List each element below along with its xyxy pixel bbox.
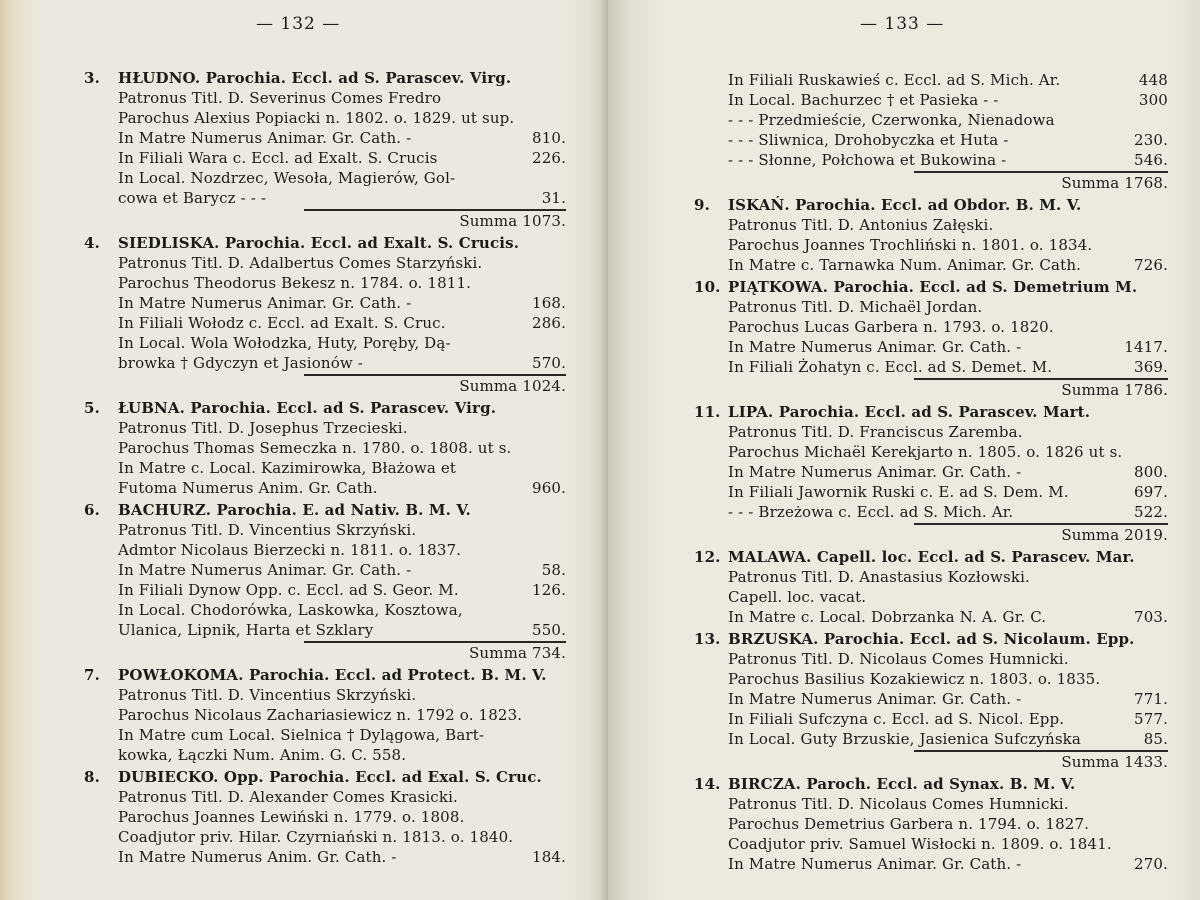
line-text: In Filiali Wara c. Eccl. ad Exalt. S. Crucis xyxy=(118,149,438,167)
text-line xyxy=(84,148,566,168)
line-value: 126. xyxy=(532,581,566,599)
text-line xyxy=(694,442,1168,462)
line-value: 286. xyxy=(532,314,566,332)
text-line xyxy=(84,767,566,787)
list-item xyxy=(694,277,1168,400)
line-text: In Matre Numerus Anim. Gr. Cath. - xyxy=(118,848,397,866)
line-text: Parochus Nicolaus Zachariasiewicz n. 1792 o. 1823. xyxy=(118,706,523,724)
line-text: Parochus Joannes Trochliński n. 1801. o. 1834. xyxy=(728,236,1093,254)
list-item xyxy=(694,195,1168,275)
text-line xyxy=(84,168,566,188)
line-text: Patronus Titl. D. Franciscus Zaremba. xyxy=(728,423,1023,441)
summa-line xyxy=(694,525,1168,545)
line-text: In Local. Nozdrzec, Wesoła, Magierów, Gol- xyxy=(118,169,456,187)
line-text: browka † Gdyczyn et Jasionów - xyxy=(118,354,363,372)
page-number: — 132 — xyxy=(256,14,341,34)
text-line xyxy=(84,560,566,580)
summa-text: Summa 2019. xyxy=(1061,526,1168,544)
summa-line xyxy=(694,173,1168,193)
line-text: In Matre c. Local. Kazimirowka, Błażowa et xyxy=(118,459,457,477)
line-text: - - - Sliwnica, Drohobyczka et Huta - xyxy=(728,131,1009,149)
text-line xyxy=(84,787,566,807)
line-value: 800. xyxy=(1134,463,1168,481)
text-line xyxy=(84,353,566,373)
text-line xyxy=(84,580,566,600)
text-line xyxy=(694,357,1168,377)
line-text: Patronus Titl. D. Adalbertus Comes Starzyński. xyxy=(118,254,483,272)
entry-number: 4. xyxy=(84,234,100,252)
text-line xyxy=(84,725,566,745)
text-line xyxy=(84,188,566,208)
line-text: In Matre Numerus Animar. Gr. Cath. - xyxy=(118,561,412,579)
text-line xyxy=(84,807,566,827)
summa-text: Summa 734. xyxy=(469,644,566,662)
text-line xyxy=(84,705,566,725)
line-text: Coadjutor priv. Hilar. Czyrniański n. 1813. o. 1840. xyxy=(118,828,514,846)
text-line xyxy=(84,108,566,128)
text-line xyxy=(694,130,1168,150)
line-text: Patronus Titl. D. Josephus Trzecieski. xyxy=(118,419,408,437)
text-line xyxy=(84,745,566,765)
right-page xyxy=(608,0,1200,900)
text-line xyxy=(694,794,1168,814)
text-line xyxy=(84,233,566,253)
entry-number: 9. xyxy=(694,196,710,214)
text-line xyxy=(694,629,1168,649)
line-text: Parochus Thomas Semeczka n. 1780. o. 1808. ut s. xyxy=(118,439,512,457)
line-value: 960. xyxy=(532,479,566,497)
text-line xyxy=(694,195,1168,215)
summa-line xyxy=(694,380,1168,400)
text-line xyxy=(694,277,1168,297)
text-line xyxy=(694,422,1168,442)
list-item xyxy=(84,68,566,231)
text-line xyxy=(84,438,566,458)
text-line xyxy=(694,814,1168,834)
list-item xyxy=(694,629,1168,772)
entry-number: 11. xyxy=(694,403,721,421)
line-text: ISKAŃ. Parochia. Eccl. ad Obdor. B. M. V. xyxy=(728,196,1082,214)
line-value: 697. xyxy=(1134,483,1168,501)
line-value: 230. xyxy=(1134,131,1168,149)
line-text: In Filiali Żohatyn c. Eccl. ad S. Demet. M. xyxy=(728,358,1053,376)
summa-line xyxy=(84,643,566,663)
text-line xyxy=(694,587,1168,607)
text-line xyxy=(694,317,1168,337)
line-text: Patronus Titl. D. Vincentius Skrzyński. xyxy=(118,686,417,704)
text-line xyxy=(694,689,1168,709)
summa-line xyxy=(694,752,1168,772)
line-value: 570. xyxy=(532,354,566,372)
line-value: 270. xyxy=(1134,855,1168,873)
text-line xyxy=(84,253,566,273)
line-text: In Matre c. Local. Dobrzanka N. A. Gr. C. xyxy=(728,608,1047,626)
line-text: Parochus Alexius Popiacki n. 1802. o. 1829. ut sup. xyxy=(118,109,515,127)
line-text: - - - Brzeżowa c. Eccl. ad S. Mich. Ar. xyxy=(728,503,1014,521)
line-text: Parochus Michaël Kerekjarto n. 1805. o. 1826 ut s. xyxy=(728,443,1123,461)
line-text: In Matre Numerus Animar. Gr. Cath. - xyxy=(728,338,1022,356)
line-text: Coadjutor priv. Samuel Wisłocki n. 1809. o. 1841. xyxy=(728,835,1112,853)
summa-line xyxy=(84,211,566,231)
text-line xyxy=(694,70,1168,90)
line-text: PIĄTKOWA. Parochia. Eccl. ad S. Demetrium M. xyxy=(728,278,1138,296)
text-line xyxy=(694,547,1168,567)
entry-number: 7. xyxy=(84,666,100,684)
line-text: In Matre Numerus Animar. Gr. Cath. - xyxy=(728,463,1022,481)
line-value: 726. xyxy=(1134,256,1168,274)
text-line xyxy=(84,293,566,313)
summa-text: Summa 1768. xyxy=(1061,174,1168,192)
line-value: 369. xyxy=(1134,358,1168,376)
line-text: In Matre Numerus Animar. Gr. Cath. - xyxy=(728,855,1022,873)
text-line xyxy=(694,482,1168,502)
line-value: 226. xyxy=(532,149,566,167)
line-text: Patronus Titl. D. Nicolaus Comes Humnicki. xyxy=(728,795,1069,813)
line-text: BRZUSKA. Parochia. Eccl. ad S. Nicolaum. Epp. xyxy=(728,630,1135,648)
text-line xyxy=(694,255,1168,275)
line-text: Capell. loc. vacat. xyxy=(728,588,867,606)
line-text: In Matre Numerus Animar. Gr. Cath. - xyxy=(118,294,412,312)
text-line xyxy=(694,854,1168,874)
summa-line xyxy=(84,376,566,396)
entry-number: 13. xyxy=(694,630,721,648)
line-text: In Filiali Wołodz c. Eccl. ad Exalt. S. Cruc. xyxy=(118,314,446,332)
line-value: 184. xyxy=(532,848,566,866)
line-text: SIEDLISKA. Parochia. Eccl. ad Exalt. S. Crucis. xyxy=(118,234,520,252)
left-text-block xyxy=(84,66,566,867)
text-line xyxy=(84,313,566,333)
text-line xyxy=(84,520,566,540)
list-item xyxy=(84,233,566,396)
line-text: LIPA. Parochia. Eccl. ad S. Parascev. Mart. xyxy=(728,403,1091,421)
line-value: 546. xyxy=(1134,151,1168,169)
line-text: POWŁOKOMA. Parochia. Eccl. ad Protect. B. M. V. xyxy=(118,666,547,684)
text-line xyxy=(84,665,566,685)
line-text: Parochus Demetrius Garbera n. 1794. o. 1827. xyxy=(728,815,1090,833)
line-value: 1417. xyxy=(1124,338,1168,356)
line-text: In Matre Numerus Animar. Gr. Cath. - xyxy=(728,690,1022,708)
text-line xyxy=(84,827,566,847)
text-line xyxy=(84,620,566,640)
entry-number: 3. xyxy=(84,69,100,87)
text-line xyxy=(694,215,1168,235)
line-text: In Local. Guty Brzuskie, Jasienica Sufczyńska xyxy=(728,730,1081,748)
line-text: In Local. Chodorówka, Laskowka, Kosztowa, xyxy=(118,601,463,619)
line-value: 168. xyxy=(532,294,566,312)
line-text: kowka, Łączki Num. Anim. G. C. 558. xyxy=(118,746,407,764)
right-text-block xyxy=(694,70,1168,874)
text-line xyxy=(84,600,566,620)
text-line xyxy=(84,500,566,520)
line-text: In Matre c. Tarnawka Num. Animar. Gr. Cath. xyxy=(728,256,1082,274)
line-text: In Filiali Jawornik Ruski c. E. ad S. Dem. M. xyxy=(728,483,1069,501)
text-line xyxy=(694,462,1168,482)
text-line xyxy=(694,235,1168,255)
line-text: In Local. Bachurzec † et Pasieka - - xyxy=(728,91,999,109)
line-text: Patronus Titl. D. Alexander Comes Krasicki. xyxy=(118,788,458,806)
list-item xyxy=(84,665,566,765)
entry-number: 12. xyxy=(694,548,721,566)
list-item xyxy=(84,398,566,498)
text-line xyxy=(84,478,566,498)
line-text: Futoma Numerus Anim. Gr. Cath. xyxy=(118,479,378,497)
line-value: 58. xyxy=(541,561,566,579)
line-value: 522. xyxy=(1134,503,1168,521)
text-line xyxy=(694,150,1168,170)
line-text: Parochus Basilius Kozakiewicz n. 1803. o. 1835. xyxy=(728,670,1101,688)
line-value: 810. xyxy=(532,129,566,147)
text-line xyxy=(694,774,1168,794)
entry-number: 10. xyxy=(694,278,721,296)
line-text: Patronus Titl. D. Michaël Jordan. xyxy=(728,298,983,316)
text-line xyxy=(84,128,566,148)
summa-text: Summa 1024. xyxy=(459,377,566,395)
line-text: In Matre Numerus Animar. Gr. Cath. - xyxy=(118,129,412,147)
line-text: Ulanica, Lipnik, Harta et Szklary xyxy=(118,621,374,639)
text-line xyxy=(84,333,566,353)
entry-number: 6. xyxy=(84,501,100,519)
text-line xyxy=(84,458,566,478)
line-text: Admtor Nicolaus Bierzecki n. 1811. o. 1837. xyxy=(118,541,462,559)
line-text: Patronus Titl. D. Nicolaus Comes Humnicki. xyxy=(728,650,1069,668)
line-value: 771. xyxy=(1134,690,1168,708)
text-line xyxy=(694,669,1168,689)
page-number: — 133 — xyxy=(860,14,945,34)
text-line xyxy=(84,398,566,418)
text-line xyxy=(694,110,1168,130)
text-line xyxy=(84,685,566,705)
line-text: cowa et Barycz - - - xyxy=(118,189,267,207)
text-line xyxy=(84,68,566,88)
line-text: DUBIECKO. Opp. Parochia. Eccl. ad Exal. S. Cruc. xyxy=(118,768,542,786)
line-value: 550. xyxy=(532,621,566,639)
text-line xyxy=(694,834,1168,854)
text-line xyxy=(694,337,1168,357)
line-text: HŁUDNO. Parochia. Eccl. ad S. Parascev. Virg. xyxy=(118,69,512,87)
entry-number: 14. xyxy=(694,775,721,793)
summa-text: Summa 1433. xyxy=(1061,753,1168,771)
line-value: 703. xyxy=(1134,608,1168,626)
text-line xyxy=(694,607,1168,627)
text-line xyxy=(694,709,1168,729)
text-line xyxy=(84,847,566,867)
line-text: In Filiali Dynow Opp. c. Eccl. ad S. Geor. M. xyxy=(118,581,459,599)
line-text: Parochus Theodorus Bekesz n. 1784. o. 1811. xyxy=(118,274,472,292)
text-line xyxy=(694,649,1168,669)
list-item xyxy=(84,767,566,867)
line-value: 448 xyxy=(1138,71,1168,89)
line-text: Patronus Titl. D. Antonius Załęski. xyxy=(728,216,994,234)
line-text: In Filiali Sufczyna c. Eccl. ad S. Nicol. Epp. xyxy=(728,710,1065,728)
line-value: 31. xyxy=(541,189,566,207)
line-text: Parochus Lucas Garbera n. 1793. o. 1820. xyxy=(728,318,1054,336)
text-line xyxy=(84,273,566,293)
text-line xyxy=(694,90,1168,110)
line-text: Patronus Titl. D. Severinus Comes Fredro xyxy=(118,89,442,107)
list-item xyxy=(694,547,1168,627)
summa-text: Summa 1786. xyxy=(1061,381,1168,399)
list-item xyxy=(694,774,1168,874)
line-text: In Local. Wola Wołodzka, Huty, Poręby, Dą- xyxy=(118,334,451,352)
entry-number: 8. xyxy=(84,768,100,786)
list-item xyxy=(84,500,566,663)
line-text: MALAWA. Capell. loc. Eccl. ad S. Parascev. Mar. xyxy=(728,548,1135,566)
list-item xyxy=(694,402,1168,545)
line-value: 577. xyxy=(1134,710,1168,728)
line-text: In Filiali Ruskawieś c. Eccl. ad S. Mich. Ar. xyxy=(728,71,1061,89)
entry-number: 5. xyxy=(84,399,100,417)
line-text: ŁUBNA. Parochia. Eccl. ad S. Parascev. Virg. xyxy=(118,399,497,417)
text-line xyxy=(84,418,566,438)
line-text: In Matre cum Local. Sielnica † Dylągowa, Bart- xyxy=(118,726,485,744)
text-line xyxy=(694,502,1168,522)
text-line xyxy=(694,297,1168,317)
line-text: BIRCZA. Paroch. Eccl. ad Synax. B. M. V. xyxy=(728,775,1076,793)
line-text: - - - Przedmieście, Czerwonka, Nienadowa xyxy=(728,111,1055,129)
summa-text: Summa 1073. xyxy=(459,212,566,230)
line-text: Patronus Titl. D. Vincentius Skrzyński. xyxy=(118,521,417,539)
text-line xyxy=(694,567,1168,587)
line-text: Patronus Titl. D. Anastasius Kozłowski. xyxy=(728,568,1030,586)
text-line xyxy=(84,88,566,108)
text-line xyxy=(694,729,1168,749)
line-text: - - - Słonne, Połchowa et Bukowina - xyxy=(728,151,1007,169)
line-text: BACHURZ. Parochia. E. ad Nativ. B. M. V. xyxy=(118,501,471,519)
line-value: 85. xyxy=(1143,730,1168,748)
line-text: Parochus Joannes Lewiński n. 1779. o. 1808. xyxy=(118,808,465,826)
text-line xyxy=(694,402,1168,422)
text-line xyxy=(84,540,566,560)
line-value: 300 xyxy=(1138,91,1168,109)
